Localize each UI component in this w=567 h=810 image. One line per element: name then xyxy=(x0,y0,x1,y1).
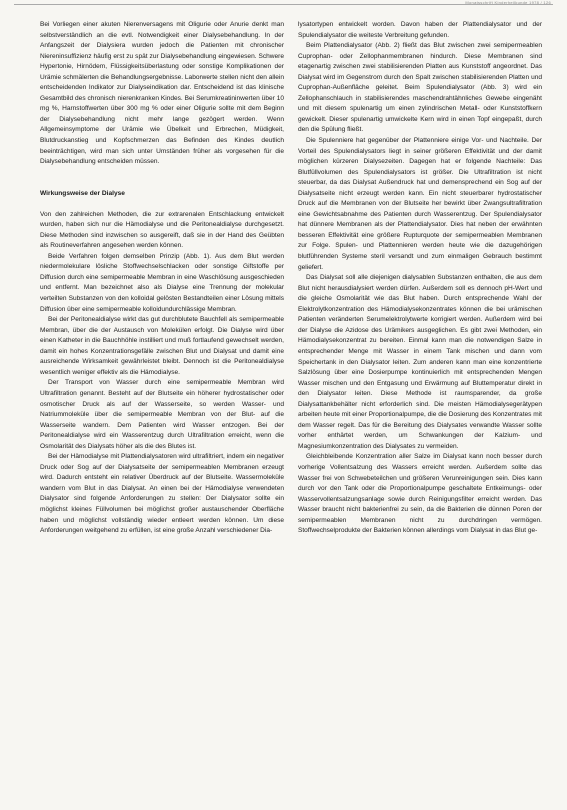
intro-paragraph: Bei Vorliegen einer akuten Nierenversagens mit Oligurie oder Anurie denkt man selbstverständlich an die evtl. Notwendigkeit einer Dialysebehandlung. In der Anfangszeit der Dialysiera wurden jedoch die Patienten mit chronischer Niereninsuffizienz häufig erst zu spät zur Dialysebehandlung eingewiesen. Schwere Hypertonie, Hirnödem, Flüssigkeitsüberlastung oder sonstige Komplikationen der Urämie schmälerten die Behandlungsergebnisse. Laborwerte stellen nicht den allein entscheidenden Indikator zur Dialyseindikation dar. Entscheidend ist das klinische Gesamtbild des chronisch nierenkranken Kindes. Bei Serumkreatininwerten über 10 mg %, Harnstoffwerten über 300 mg % oder einer Oligurie sollte mit dem Beginn der Dialysebehandlung nicht mehr lange gezögert werden. Wenn Allgemeinsymptome der Urämie wie Übelkeit und Erbrechen, Müdigkeit, Blutdruckanstieg und Kopfschmerzen das Befinden des Kindes deutlich beeinträchtigen, wird man sich unter Umständen früher als vorgesehen für die Dialysebehandlung entscheiden müssen. xyxy=(40,21,284,166)
body-paragraph: Beide Verfahren folgen demselben Prinzip (Abb. 1). Aus dem Blut werden niedermolekulare lösliche Stoffwechselschlacken oder sonstige Giftstoffe per Diffusion durch eine semipermeable Membran in eine Waschlösung ausgeschieden und entfernt. Man bezeichnet also als Dialyse eine Trennung der molekular verteilten Substanzen von den kolloidal gelösten Bestandteilen einer Lösung mittels Diffusion über eine semipermeable kolloidundurchlässige Membran. xyxy=(40,252,284,313)
body-paragraph: Die Spulenniere hat gegenüber der Plattenniere einige Vor- und Nachteile. Der Vorteil des Spulendialysators liegt in seiner größeren Effektivität und der damit möglichen kürzeren Dialysezeiten. Dagegen hat er folgende Nachteile: Das Blutfüllvolumen des Spulendialysators ist größer. Die Ultrafiltration ist nicht steuerbar, da das Dialysat Außendruck hat und demensprechend ein Sog auf der Dialysatseite nicht erzeugt werden kann. Ein nicht steuerbarer hydrostatischer Druck auf die Membranen von der Blutseite her bewirkt über Zwangsultrafiltration eine Gewichtsabnahme des Patienten durch Wasserentzug. Der Spulendialysator hat dünnere Membranen als der Plattendialysator. Dies hat neben der erwähnten besseren Effektivität eine größere Rupturquote der semipermeablen Membranen zur Folge. Spulen- und Plattennieren werden heute wie die dazugehörigen blutführenden Systeme steril versandt und zum einmaligen Gebrauch bestimmt geliefert. xyxy=(298,137,542,271)
running-head: Monatsschrift Kinderheilkunde 1978 / 126 xyxy=(465,0,551,5)
body-paragraph: lysatortypen entwickelt worden. Davon haben der Plattendialysator und der Spulendialysator die weiteste Verbreitung gefunden. xyxy=(298,21,542,39)
body-paragraph: Von den zahlreichen Methoden, die zur extrarenalen Entschlackung entwickelt wurden, haben sich nur die Hämodialyse und die Peritonealdialyse durchgesetzt. Diese Methoden sind inzwischen so ausgereift, daß sie in der Hand des Geübten als Routineverfahren angesehen werden können. xyxy=(40,210,284,250)
body-paragraph: Bei der Peritonealdialyse wirkt das gut durchblutete Bauchfell als semipermeable Membran, über die der Austausch von Molekülen erfolgt. Die Dialyse wird über einen Katheter in die Bauchhöhle instilliert und muß fortlaufend gewechselt werden, damit ein hohes Konzentrationsgefälle zwischen Blut und Dialysat und damit eine ausreichende Wirksamkeit gewährleistet bleibt. Dennoch ist die Peritonealdialyse wesentlich weniger effektiv als die Hämodialyse. xyxy=(40,316,284,376)
body-paragraph: Das Dialysat soll alle diejenigen dialysablen Substanzen enthalten, die aus dem Blut nicht herausdialysiert werden dürfen. Außerdem soll es dennoch pH-Wert und die gleiche Osmolarität wie das Blut haben. Durch entsprechende Wahl der Elektrolytkonzentration des Hämodialysekonzentrates können die bei urämischen Patienten veränderten Serumelektrolytwerte korrigiert werden. Außerdem wird bei der Dialyse die Azidose des Urämikers ausgeglichen. Es gibt zwei Methoden, ein Hämodialysekonzentrat zu bereiten. Einmal kann man die notwendigen Salze in entsprechender Menge mit Wasser in einem Tank mischen und dann vom Speichertank in den Dialysator leiten. Zum anderen kann man eine konzentrierte Salzlösung über eine Dosierpumpe kontinuierlich mit entsprechenden Mengen Wasser mischen und den Entgasung und Erwärmung auf Bluttemperatur direkt in den Dialysator leiten. Diese Methode ist raumsparender, da große Dialysattankbehälter nicht erforderlich sind. Die meisten Hämodialysegerätypen arbeiten heute mit einer Proportionalpumpe, die die Dosierung des Konzentrates mit dem Wasser regelt. Das für die Bereitung des Dialysates verwandte Wasser sollte vorher enthärtet werden, um Schwankungen der Kalzium- und Magnesiumkonzentration des Dialysates zu vermeiden. xyxy=(298,274,542,450)
body-paragraph: Gleichbleibende Konzentration aller Salze im Dialysat kann noch besser durch vorherige Vollentsalzung des Wassers erreicht werden. Außerdem sollte das Wasser frei von Schwebeteilchen und größeren Verunreinigungen sein. Dies kann durch vor den Tank oder die Proportionalpumpe geschaltete Entkeimungs- oder Wasservollentsalzungsanlage sowie durch Reinigungsfilter erreicht werden. Das Wasser braucht nicht bakterienfrei zu sein, da die Bakterien die dünnen Poren der semipermeablen Membranen nicht zu durchdringen vermögen. Stoffwechselprodukte der Bakterien können allerdings vom Dialysat in das Blut ge- xyxy=(298,453,542,535)
section-heading: Wirkungsweise der Dialyse xyxy=(40,189,125,197)
body-paragraph: Der Transport von Wasser durch eine semipermeable Membran wird Ultrafiltration genannt. Besteht auf der Blutseite ein höherer hydrostatischer oder osmotischer Druck als auf der Wasserseite, so werden Wasser- und Natriummoleküle über die semipermeable Membran von der Blut- auf die Wasserseite wandern. Dem Patienten wird Wasser entzogen. Bei der Peritonealdialyse wird ein Wasserentzug durch Ultrafiltration erreicht, wenn die Osmolarität des Dialysats höher als die des Blutes ist. xyxy=(40,379,284,450)
body-paragraph: Bei der Hämodialyse mit Plattendialysatoren wird ultrafiltriert, indem ein negativer Druck oder Sog auf der Dialysatseite der semipermeablen Membranen erzeugt wird. Dadurch entsteht ein relativer Überdruck auf der Blutseite. Wassermoleküle wandern vom Blut in das Dialysat. An einen bei der Hämodialyse verwendeten Dialysator sind folgende Anforderungen zu stellen: Der Dialysator sollte ein möglichst kleines Füllvolumen bei möglichst großer austauschender Oberfläche haben und möglichst vollständig wieder entleert werden können. Um diese Anforderungen weitgehend zu erfüllen, ist eine große Anzahl verschiedener Dia- xyxy=(40,453,284,535)
right-column xyxy=(298,20,542,537)
left-column xyxy=(40,20,284,537)
body-paragraph: Beim Plattendialysator (Abb. 2) fließt das Blut zwischen zwei semipermeablen Cuprophan- oder Zellophanmembranen hindurch. Diese Membranen sind etagenartig zwischen zwei stabilisierenden Platten aus Kunststoff angeordnet. Das Dialysat wird im Gegenstrom durch den Spalt zwischen stabilisierenden Platten und Cuprophan-Außenfläche geleitet. Beim Spulendialysator (Abb. 3) wird ein Zellophanschlauch in stabilisierendes maschendrahtähnliches Gewebe eingenäht und mit diesem spulenartig um einen zylindrischen Metall- oder Kunststoffkern gewickelt. Dieser spulenartig umwickelte Kern wird in einen Topf eingepaßt, durch den die Spülung fließt. xyxy=(298,42,542,134)
